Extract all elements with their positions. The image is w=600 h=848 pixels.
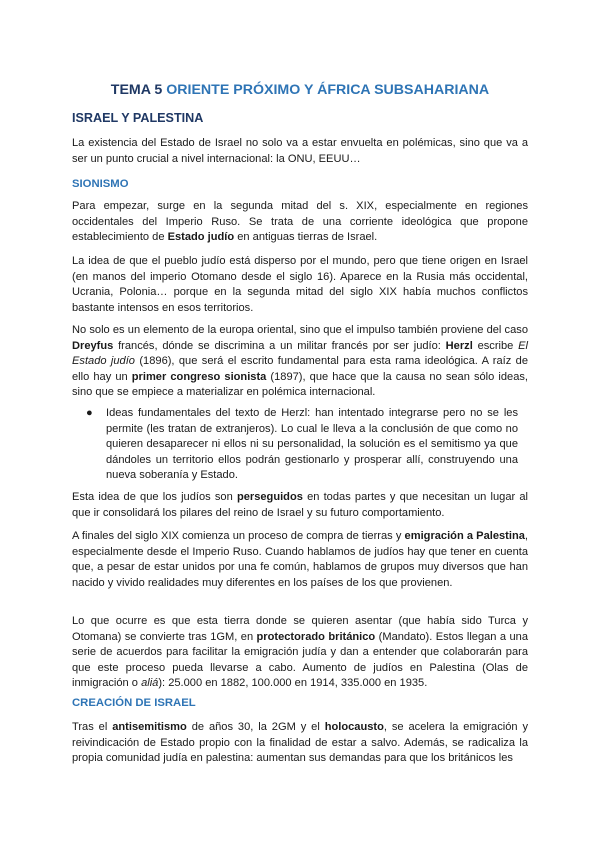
term-primer-congreso: primer congreso sionista [131, 370, 267, 383]
section-heading-israel-palestina: ISRAEL Y PALESTINA [72, 111, 204, 125]
sionismo-paragraph-2: La idea de que el pueblo judío está disperso por el mundo, pero que tiene origen en Israel (en manos del imperio Otomano desde el siglo 16). Aparece en la Rusia más occidental, Ucrania, Polonia… porque en la segunda mitad del siglo XIX había muchos conflictos bastante intensos en esos territorios. [72, 255, 528, 314]
term-holocausto: holocausto [324, 721, 384, 733]
sionismo-paragraph-1: Para empezar, surge en la segunda mitad del s. XIX, especialmente en regiones occidentales del Imperio Ruso. Se trata de una corriente ideológica que propone establecimiento de Estado judío en antiguas tierras de Israel. [72, 200, 528, 243]
book-title-el-estado-judio: El Estado judío [72, 339, 528, 367]
creacion-paragraph-1: Tras el antisemitismo de años 30, la 2GM y el holocausto, se acelera la emigración y reivindicación de Estado propio con la finalidad de estar a salvo. Además, se radicaliza la propia comunidad judía en palestina: aumentan sus demandas para que los británicos les [72, 721, 528, 764]
intro-paragraph: La existencia del Estado de Israel no solo va a estar envuelta en polémicas, sino que va a ser un punto crucial a nivel internacional: la ONU, EEUU… [72, 137, 528, 165]
sionismo-paragraph-6: Lo que ocurre es que esta tierra donde se quieren asentar (que había sido Turca y Otomana) se convierte tras 1GM, en protectorado británico (Mandato). Estos llegan a una serie de acuerdos para facilitar la emigración judía y dan a entender que colaborarán para que este proceso pueda llevarse a cabo. Aumento de judíos en Palestina (Olas de inmigración o aliá): 25.000 en 1882, 100.000 en 1914, 335.000 en 1935. [72, 615, 528, 689]
page-title [72, 81, 528, 99]
term-protectorado-britanico: protectorado británico [256, 630, 376, 643]
term-herzl: Herzl [445, 339, 473, 352]
term-emigracion-palestina: emigración a Palestina [404, 530, 525, 542]
sionismo-paragraph-5: A finales del siglo XIX comienza un proceso de compra de tierras y emigración a Palestina, especialmente desde el Imperio Ruso. Cuando hablamos de judíos hay que tener en cuenta que, a pesar de estar unidos por una fe común, hablamos de grupos muy diversos que han nacido y vivido realidades muy diferentes en los países de los que provienen. [72, 530, 528, 589]
subheading-creacion-israel: CREACIÓN DE ISRAEL [72, 697, 196, 709]
subheading-sionismo: SIONISMO [72, 178, 129, 190]
term-perseguidos: perseguidos [236, 491, 303, 503]
term-estado-judio: Estado judío [167, 231, 235, 243]
sionismo-paragraph-3: No solo es un elemento de la europa oriental, sino que el impulso también proviene del caso Dreyfus francés, dónde se discrimina a un militar francés por ser judío: Herzl escribe El Estado judío (1896), que será el escrito fundamental para esta rama ideológica. A raíz de ello hay un primer congreso sionista (1897), que hace que la causa no sean sólo ideas, sino que se empiece a materializar en polémica internacional. [72, 324, 529, 398]
bullet-icon: ● [86, 407, 93, 419]
title-number: TEMA 5 [110, 82, 163, 98]
bullet-text: Ideas fundamentales del texto de Herzl: han intentado integrarse pero no se les permite (les tratan de extranjeros). Lo cual le lleva a la conclusión de que como no quieren desaparecer ni ellos ni su personalidad, la solución es el semitismo ya que dándoles un territorio ellos podrán gestionarlo y prosperar allí, construyendo una nueva soberanía y Estado. [106, 407, 518, 481]
title-text: ORIENTE PRÓXIMO Y ÁFRICA SUBSAHARIANA [166, 82, 490, 98]
sionismo-paragraph-4: Esta idea de que los judíos son perseguidos en todas partes y que necesitan un lugar al que ir consolidará los pilares del reino de Israel y su futuro comportamiento. [72, 491, 528, 519]
term-dreyfus: Dreyfus [72, 339, 114, 352]
term-alia: aliá [141, 677, 159, 689]
term-antisemitismo: antisemitismo [112, 721, 187, 733]
